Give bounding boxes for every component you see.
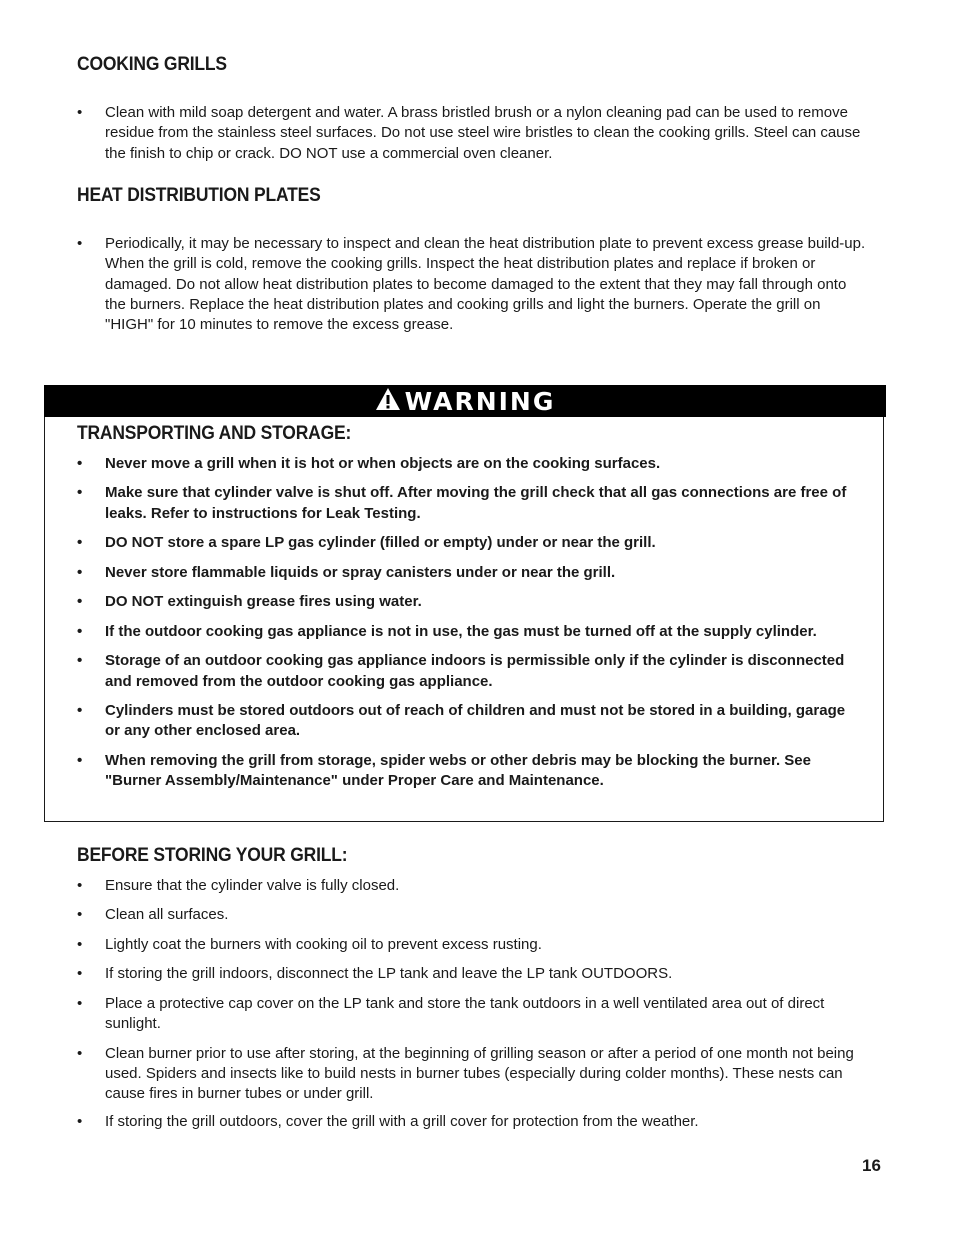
page-number: 16	[862, 1156, 881, 1175]
list-item: • If storing the grill outdoors, cover the grill with a grill cover for protection from the weather.	[77, 1112, 862, 1132]
list-item: • Place a protective cap cover on the LP tank and store the tank outdoors in a well ventilated area out of direct sunlight.	[77, 994, 862, 1035]
warning-banner	[44, 385, 886, 417]
cooking-grills-list	[77, 103, 867, 164]
list-item: • Make sure that cylinder valve is shut off. After moving the grill check that all gas connections are free of leaks. Refer to instructions for Leak Testing.	[77, 483, 857, 524]
list-item: • Clean burner prior to use after storing, at the beginning of grilling season or after a period of one month not being used. Spiders and insects like to build nests in burner tubes (especially during colder months). These nests can cause fires in burner tubes or under grill.	[77, 1044, 862, 1105]
list-item: • Lightly coat the burners with cooking oil to prevent excess rusting.	[77, 935, 862, 955]
before-storing-list	[77, 876, 862, 1132]
list-item: • Never store flammable liquids or spray canisters under or near the grill.	[77, 563, 857, 583]
heat-plates-list	[77, 234, 867, 335]
list-item: • Never move a grill when it is hot or when objects are on the cooking surfaces.	[77, 454, 857, 474]
list-item: • Storage of an outdoor cooking gas appliance indoors is permissible only if the cylinder is disconnected and removed from the outdoor cooking gas appliance.	[77, 651, 857, 692]
list-item: • If the outdoor cooking gas appliance is not in use, the gas must be turned off at the supply cylinder.	[77, 622, 857, 642]
list-item: • DO NOT extinguish grease fires using water.	[77, 592, 857, 612]
list-item: • Ensure that the cylinder valve is fully closed.	[77, 876, 862, 896]
cooking-grills-heading: COOKING GRILLS	[77, 54, 227, 75]
warning-title: WARNING	[404, 386, 556, 416]
warning-triangle-icon	[375, 387, 401, 416]
list-item: • Periodically, it may be necessary to inspect and clean the heat distribution plate to prevent excess grease build-up. When the grill is cold, remove the cooking grills. Inspect the heat distribution plates and replace if broken or damaged. Do not allow heat distribution plates to become damaged to the extent that they may fall through onto the burners. Replace the heat distribution plates and cooking grills and light the burners. Operate the grill on "HIGH" for 10 minutes to remove the excess grease.	[77, 234, 867, 335]
heat-plates-heading: HEAT DISTRIBUTION PLATES	[77, 185, 321, 206]
list-item: • Clean with mild soap detergent and water. A brass bristled brush or a nylon cleaning pad can be used to remove residue from the stainless steel surfaces. Do not use steel wire bristles to clean the cooking grills. Steel can cause the finish to chip or crack. DO NOT use a commercial oven cleaner.	[77, 103, 867, 164]
list-item: • If storing the grill indoors, disconnect the LP tank and leave the LP tank OUTDOORS.	[77, 964, 862, 984]
list-item: • DO NOT store a spare LP gas cylinder (filled or empty) under or near the grill.	[77, 533, 857, 553]
list-item: • When removing the grill from storage, spider webs or other debris may be blocking the burner. See "Burner Assembly/Maintenance" under Proper Care and Maintenance.	[77, 751, 857, 792]
before-storing-heading: BEFORE STORING YOUR GRILL:	[77, 845, 348, 866]
transport-storage-heading: TRANSPORTING AND STORAGE:	[77, 423, 352, 444]
list-item: • Clean all surfaces.	[77, 905, 862, 925]
warning-list	[77, 454, 857, 791]
list-item: • Cylinders must be stored outdoors out of reach of children and must not be stored in a building, garage or any other enclosed area.	[77, 701, 857, 742]
